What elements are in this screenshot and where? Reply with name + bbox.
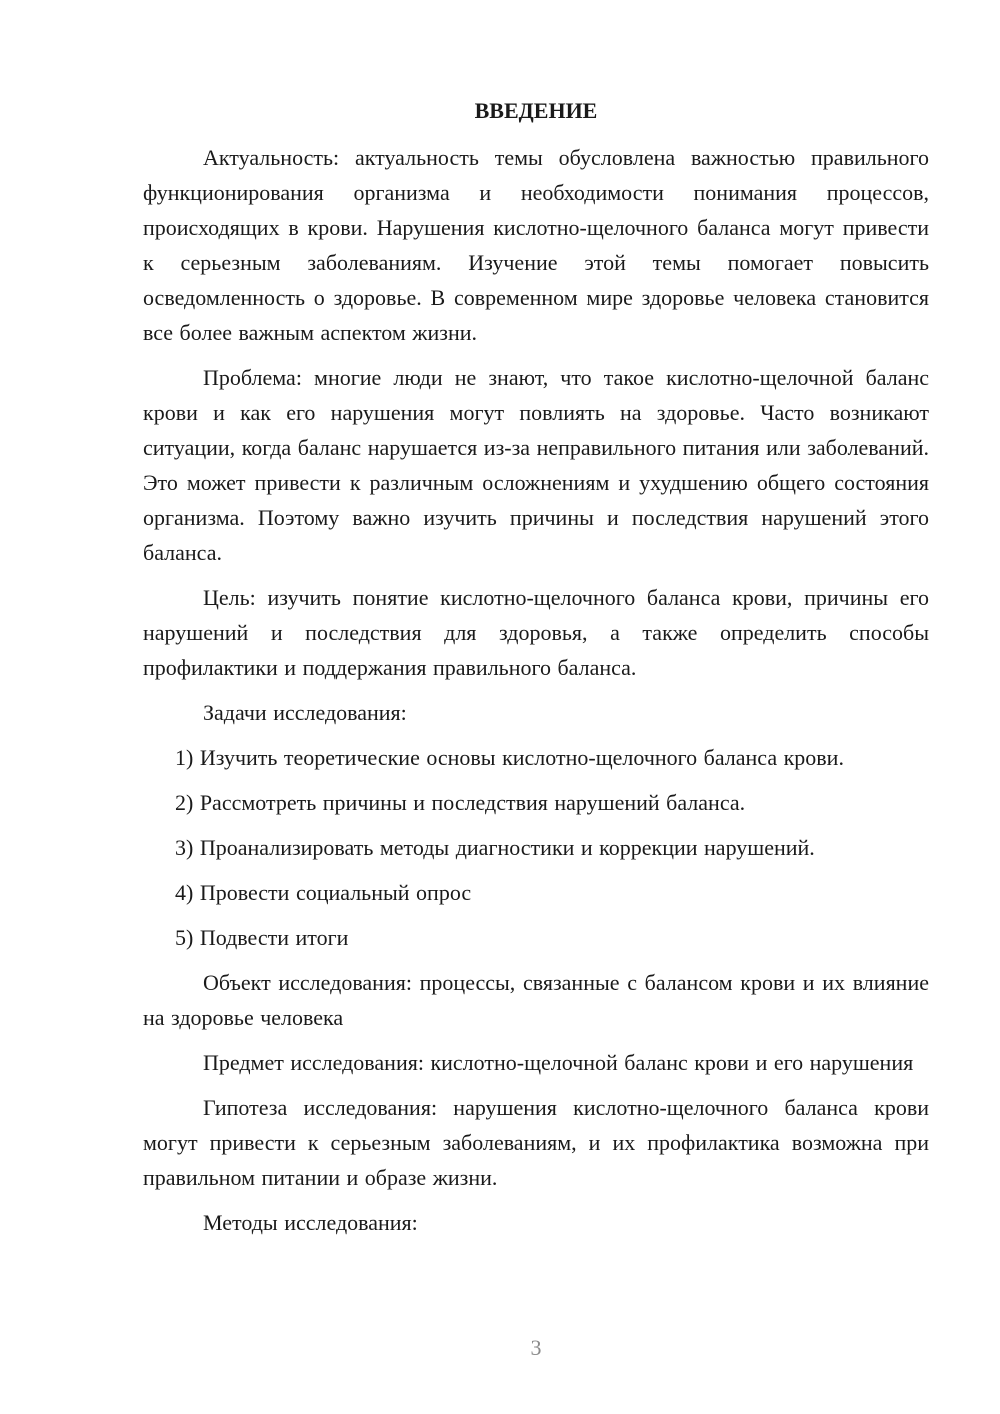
task-item-4: 4) Провести социальный опрос [175, 880, 472, 905]
task-item-3: 3) Проанализировать методы диагностики и коррекции нарушений. [175, 835, 815, 860]
task-item-1: 1) Изучить теоретические основы кислотно-щелочного баланса крови. [175, 745, 844, 770]
body-text [143, 140, 929, 1250]
paragraph-goal: Цель: изучить понятие кислотно-щелочного баланса крови, причины его нарушений и последствия для здоровья, а также определить способы профилактики и поддержания правильного баланса. [143, 585, 929, 680]
paragraph-hypothesis: Гипотеза исследования: нарушения кислотно-щелочного баланса крови могут привести к серьезным заболеваниям, и их профилактика возможна при правильном питании и образе жизни. [143, 1095, 929, 1190]
document-page [143, 0, 929, 1414]
page-title: ВВЕДЕНИЕ [474, 98, 598, 123]
paragraph-relevance: Актуальность: актуальность темы обусловлена важностью правильного функционирования организма и необходимости понимания процессов, происходящих в крови. Нарушения кислотно-щелочного баланса могут привести к серьезным заболеваниям. Изучение этой темы помогает повысить осведомленность о здоровье. В современном мире здоровье человека становится все более важным аспектом жизни. [143, 145, 929, 345]
paragraph-subject: Предмет исследования: кислотно-щелочной баланс крови и его нарушения [203, 1050, 914, 1075]
paragraph-object: Объект исследования: процессы, связанные с балансом крови и их влияние на здоровье человека [143, 970, 929, 1030]
tasks-heading: Задачи исследования: [203, 700, 407, 725]
task-item-2: 2) Рассмотреть причины и последствия нарушений баланса. [175, 790, 746, 815]
methods-heading: Методы исследования: [203, 1210, 418, 1235]
page-number: 3 [530, 1335, 542, 1360]
paragraph-problem: Проблема: многие люди не знают, что такое кислотно-щелочной баланс крови и как его нарушения могут повлиять на здоровье. Часто возникают ситуации, когда баланс нарушается из-за неправильного питания или заболеваний. Это может привести к различным осложнениям и ухудшению общего состояния организма. Поэтому важно изучить причины и последствия нарушений этого баланса. [143, 365, 929, 565]
task-item-5: 5) Подвести итоги [175, 925, 349, 950]
